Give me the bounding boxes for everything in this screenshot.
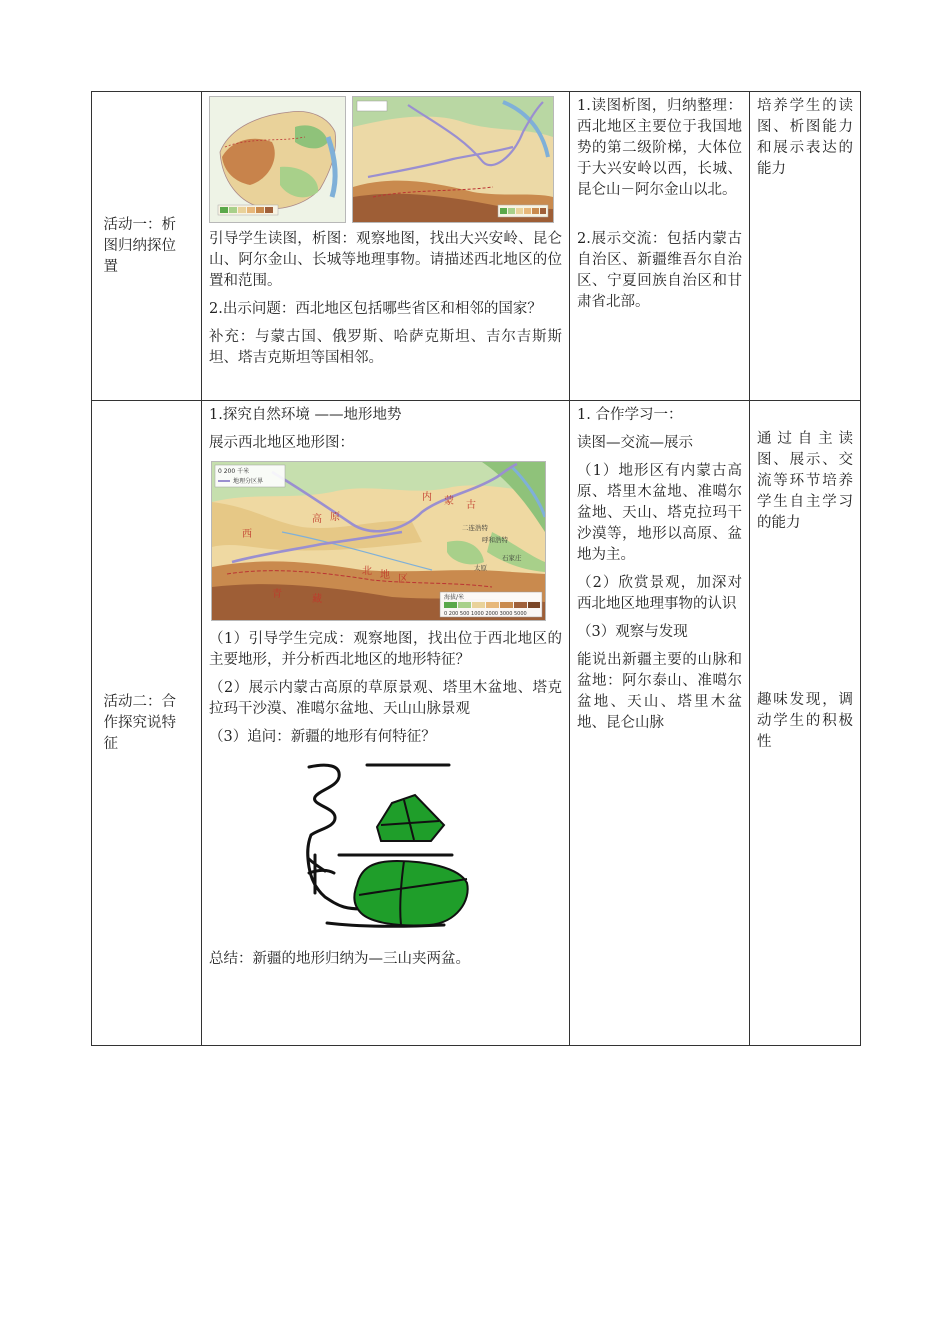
student-text-2: 2.展示交流：包括内蒙古自治区、新疆维吾尔自治区、宁夏回族自治区和甘肃省北部。 xyxy=(577,231,742,310)
map-legend-boundary: 地理分区界 xyxy=(233,478,264,485)
student-text-1: 1.读图析图，归纳整理：西北地区主要位于我国地势的第二级阶梯，大体位于大兴安岭以西，长城、昆仑山－阿尔金山以北。 xyxy=(577,98,742,198)
map-place-label: 藏 xyxy=(312,594,322,605)
teacher-text-2: 展示西北地区地形图： xyxy=(209,435,354,451)
student-cell xyxy=(570,401,750,1046)
map-place-label: 古 xyxy=(466,500,476,511)
map-scale: 0 200 千米 xyxy=(218,468,250,475)
intent-text-2: 趣味发现，调动学生的积极性 xyxy=(757,692,853,750)
table-row xyxy=(92,401,861,1046)
intent-cell xyxy=(750,92,861,401)
teacher-text-4: （2）展示内蒙古高原的草原景观、塔里木盆地、塔克拉玛干沙漠、准噶尔盆地、天山山脉景观 xyxy=(209,680,562,717)
map-place-label: 蒙 xyxy=(444,496,454,507)
lesson-table xyxy=(91,91,861,1046)
intent-cell xyxy=(750,401,861,1046)
xinjiang-terrain-sketch xyxy=(289,755,562,947)
map-legend-title: 海拔/米 xyxy=(444,594,465,601)
teacher-text-2: 2.出示问题：西北地区包括哪些省区和相邻的国家？ xyxy=(209,301,542,317)
map-place-label: 西 xyxy=(242,529,252,540)
table-row xyxy=(92,92,861,401)
student-text-3: （1）地形区有内蒙古高原、塔里木盆地、准噶尔盆地、天山、塔克拉玛干沙漠等，地形以高原、盆地为主。 xyxy=(577,463,742,563)
teacher-cell xyxy=(202,92,570,401)
student-text-2: 读图—交流—展示 xyxy=(577,435,693,451)
student-text-5: （3）观察与发现 xyxy=(577,624,688,640)
activity-cell xyxy=(92,401,202,1046)
activity-cell xyxy=(92,92,202,401)
summary-text: 总结：新疆的地形归纳为—三山夹两盆。 xyxy=(209,951,470,967)
student-text-6: 能说出新疆主要的山脉和盆地：阿尔泰山、准噶尔盆地、天山、塔里木盆地、昆仑山脉 xyxy=(577,652,742,731)
intent-text: 培养学生的读图、析图能力和展示表达的能力 xyxy=(757,98,853,177)
map-place-label: 地 xyxy=(380,570,390,581)
map-city-label: 二连浩特 xyxy=(462,524,488,532)
map-place-label: 区 xyxy=(398,574,408,585)
map-legend-values: 0 200 500 1000 2000 3000 5000 xyxy=(444,611,527,617)
student-cell xyxy=(570,92,750,401)
map-place-label: 高 xyxy=(312,514,322,525)
china-locator-map xyxy=(209,96,346,223)
activity-label: 活动一：析图归纳探位置 xyxy=(103,216,176,275)
teacher-text-3: （1）引导学生完成：观察地图，找出位于西北地区的主要地形，并分析西北地区的地形特征？ xyxy=(209,631,562,668)
teacher-text-1: 1.探究自然环境 ——地形地势 xyxy=(209,407,402,423)
northwest-location-map xyxy=(352,96,554,223)
map-place-label: 原 xyxy=(330,512,340,523)
map-place-label: 青 xyxy=(272,589,282,600)
map-city-label: 太原 xyxy=(474,564,487,572)
teacher-text-3: 补充：与蒙古国、俄罗斯、哈萨克斯坦、吉尔吉斯斯坦、塔吉克斯坦等国相邻。 xyxy=(209,329,562,366)
teacher-text-5: （3）追问：新疆的地形有何特征？ xyxy=(209,729,436,745)
intent-text-1: 通过自主读图、展示、交流等环节培养学生自主学习的能力 xyxy=(757,431,853,531)
northwest-terrain-map xyxy=(211,461,546,621)
teacher-cell xyxy=(202,401,570,1046)
map-city-label: 石家庄 xyxy=(502,554,522,562)
map-place-label: 内 xyxy=(422,492,432,503)
student-text-4: （2）欣赏景观，加深对西北地区地理事物的认识 xyxy=(577,575,742,612)
teacher-text-1: 引导学生读图，析图：观察地图，找出大兴安岭、昆仑山、阿尔金山、长城等地理事物。请描述西北地区的位置和范围。 xyxy=(209,231,562,289)
activity-label: 活动二：合作探究说特征 xyxy=(103,693,176,752)
student-text-1: 1. 合作学习一： xyxy=(577,407,683,423)
map-city-label: 呼和浩特 xyxy=(482,536,508,544)
map-place-label: 北 xyxy=(362,566,372,577)
map-pair xyxy=(209,96,562,223)
